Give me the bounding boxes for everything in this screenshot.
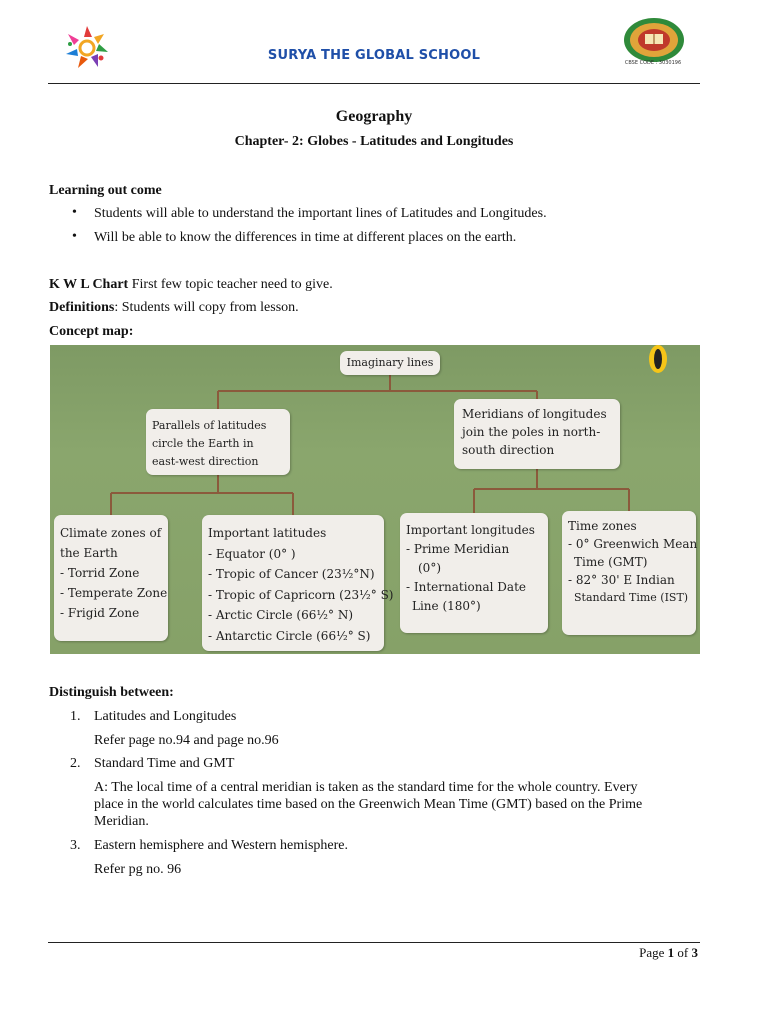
climate-zones-box [54, 515, 168, 641]
box-line: - Frigid Zone [60, 606, 140, 620]
distinguish-item-detail: Meridian. [94, 814, 149, 829]
page-total: 3 [691, 945, 698, 960]
box-line: - Torrid Zone [60, 566, 140, 580]
box-line: - 0° Greenwich Mean [568, 537, 698, 551]
page-current: 1 [667, 945, 675, 960]
box-line: - Temperate Zone [60, 586, 168, 600]
list-number: 3. [70, 838, 81, 853]
box-line: Line (180°) [412, 599, 481, 613]
time-zones-box [562, 511, 696, 635]
box-line: Important latitudes [208, 526, 327, 540]
important-latitudes-box [202, 515, 394, 651]
box-line: Parallels of latitudes [152, 419, 267, 432]
distinguish-heading: Distinguish between: [49, 685, 174, 700]
list-number: 2. [70, 756, 81, 771]
box-line: south direction [462, 443, 555, 457]
longitudes-box [454, 399, 620, 469]
distinguish-item-detail: Refer page no.94 and page no.96 [94, 733, 279, 748]
box-line: (0°) [418, 561, 441, 575]
box-line: - Arctic Circle (66½° N) [208, 608, 353, 622]
distinguish-item-detail: A: The local time of a central meridian is taken as the standard time for the whole country. Every [94, 780, 638, 795]
learning-outcome-heading: Learning out come [49, 183, 162, 198]
learning-outcome-item: Will be able to know the differences in time at different places on the earth. [94, 230, 517, 245]
bullet-marker: • [72, 229, 77, 244]
header-divider [48, 83, 700, 84]
kwl-label: K W L Chart [49, 277, 129, 292]
box-line: the Earth [60, 546, 118, 560]
box-line: - 82° 30' E Indian [568, 573, 675, 587]
bullet-marker: • [72, 205, 77, 220]
distinguish-item-title: Standard Time and GMT [94, 756, 235, 771]
list-number: 1. [70, 709, 81, 724]
kwl-line [49, 276, 333, 293]
important-longitudes-box [400, 513, 548, 633]
latitudes-box [146, 409, 290, 475]
box-line: join the poles in north- [462, 425, 601, 439]
box-line: Standard Time (IST) [574, 591, 689, 604]
chapter-subtitle: Chapter- 2: Globes - Latitudes and Longitudes [234, 134, 514, 149]
box-line: circle the Earth in [152, 437, 254, 450]
distinguish-item-detail: place in the world calculates time based on the Greenwich Mean Time (GMT) based on the Prime [94, 797, 643, 812]
box-line: - Tropic of Capricorn (23½° S) [208, 587, 394, 602]
definitions-text: : Students will copy from lesson. [114, 300, 299, 315]
distinguish-item-detail: Refer pg no. 96 [94, 862, 182, 877]
page-title: Geography [335, 108, 413, 125]
learning-outcome-item: Students will able to understand the important lines of Latitudes and Longitudes. [94, 206, 547, 221]
school-logo [62, 22, 112, 72]
box-line: - Prime Meridian [406, 542, 510, 556]
box-line: Time (GMT) [574, 555, 648, 569]
box-line: Time zones [568, 519, 637, 533]
page-of: of [674, 945, 692, 960]
concept-root-box: Imaginary lines [340, 351, 440, 375]
definitions-label: Definitions [49, 300, 115, 315]
box-line: Important longitudes [406, 523, 535, 537]
school-name: SURYA THE GLOBAL SCHOOL [267, 48, 481, 63]
box-line: Meridians of longitudes [462, 407, 607, 421]
box-line: - International Date [406, 580, 526, 594]
distinguish-item-title: Latitudes and Longitudes [94, 709, 237, 724]
box-line: east-west direction [152, 455, 259, 468]
page-label: Page [639, 945, 668, 960]
footer-divider [48, 942, 700, 943]
definitions-line [49, 299, 299, 316]
page-number [600, 945, 698, 961]
kwl-text: First few topic teacher need to give. [128, 277, 333, 292]
box-line: - Tropic of Cancer (23½°N) [208, 567, 375, 581]
concept-map-heading: Concept map: [49, 324, 134, 339]
concept-map-image [50, 345, 700, 654]
box-line: Climate zones of [60, 526, 162, 540]
seal-code-text: CBSE CODE : 3030196 [624, 60, 682, 66]
box-line: - Equator (0° ) [208, 546, 296, 561]
box-line: - Antarctic Circle (66½° S) [208, 628, 371, 643]
distinguish-item-title: Eastern hemisphere and Western hemisphere. [94, 838, 349, 853]
